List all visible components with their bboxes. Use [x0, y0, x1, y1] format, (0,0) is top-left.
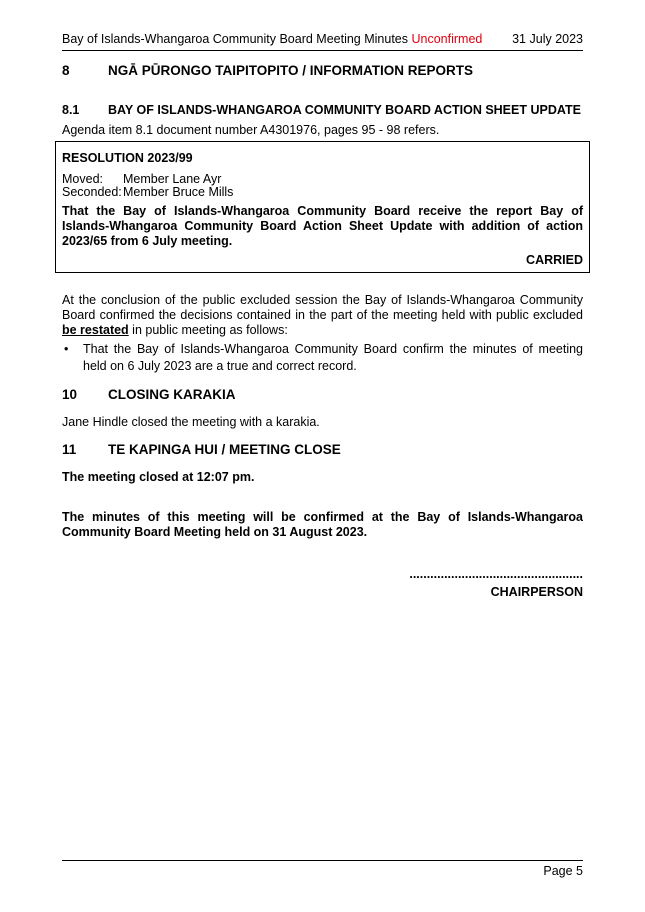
- section-title: NGĀ PŪRONGO TAIPITOPITO / INFORMATION REPORTS: [108, 63, 474, 78]
- seconded-row: [62, 185, 233, 199]
- public-excluded-paragraph: [62, 293, 583, 338]
- signature-line: ..................................................: [409, 567, 583, 581]
- footer-divider: [62, 860, 583, 861]
- seconded-label: Seconded:: [62, 185, 122, 199]
- resolution-title: RESOLUTION 2023/99: [62, 151, 193, 165]
- item-number: 8.1: [62, 103, 80, 117]
- karakia-text: Jane Hindle closed the meeting with a karakia.: [62, 415, 320, 429]
- bullet-icon: •: [64, 342, 69, 356]
- section-title: TE KAPINGA HUI / MEETING CLOSE: [108, 442, 341, 457]
- section-number: 8: [62, 63, 70, 78]
- section-number: 11: [62, 442, 77, 457]
- public-excluded-text: At the conclusion of the public excluded session the Bay of Islands-Whangaroa Community Board confirmed the decisions contained in the part of the meeting held with public excluded: [62, 293, 583, 322]
- header-title: Bay of Islands-Whangaroa Community Board Meeting Minutes: [62, 32, 408, 46]
- header-date: 31 July 2023: [512, 32, 583, 46]
- resolution-outcome: CARRIED: [526, 253, 583, 267]
- section-10-heading: [62, 387, 583, 402]
- list-item: [62, 341, 583, 375]
- moved-value: Member Lane Ayr: [123, 172, 222, 186]
- moved-row: [62, 172, 221, 186]
- agenda-reference: Agenda item 8.1 document number A4301976, pages 95 - 98 refers.: [62, 123, 440, 137]
- section-8-heading: [62, 63, 583, 78]
- resolution-box: [55, 141, 590, 273]
- section-title: CLOSING KARAKIA: [108, 387, 236, 402]
- page-number: Page 5: [543, 864, 583, 878]
- confirmation-statement: The minutes of this meeting will be confirmed at the Bay of Islands-Whangaroa Community Board Meeting held on 31 August 2023.: [62, 510, 583, 539]
- header-divider: [62, 50, 583, 51]
- resolution-text: That the Bay of Islands-Whangaroa Community Board receive the report Bay of Islands-Whangaroa Community Board Action Sheet Update with addition of action 2023/65 from 6 July meeting.: [62, 204, 583, 248]
- item-title: BAY OF ISLANDS-WHANGAROA COMMUNITY BOARD ACTION SHEET UPDATE: [108, 103, 581, 117]
- be-restated-emphasis: be restated: [62, 323, 129, 337]
- item-8-1-heading: [62, 103, 583, 117]
- header-title-group: [62, 32, 482, 50]
- seconded-value: Member Bruce Mills: [123, 185, 234, 199]
- public-excluded-text-end: in public meeting as follows:: [128, 323, 288, 337]
- section-number: 10: [62, 387, 78, 402]
- signature-label: CHAIRPERSON: [490, 585, 583, 599]
- header-status: Unconfirmed: [411, 32, 483, 46]
- meeting-closed-time: The meeting closed at 12:07 pm.: [62, 470, 255, 484]
- section-11-heading: [62, 442, 583, 457]
- moved-label: Moved:: [62, 172, 103, 186]
- page-header: [62, 32, 583, 50]
- list-item-text: That the Bay of Islands-Whangaroa Community Board confirm the minutes of meeting held on 6 July 2023 are a true and correct record.: [83, 342, 583, 373]
